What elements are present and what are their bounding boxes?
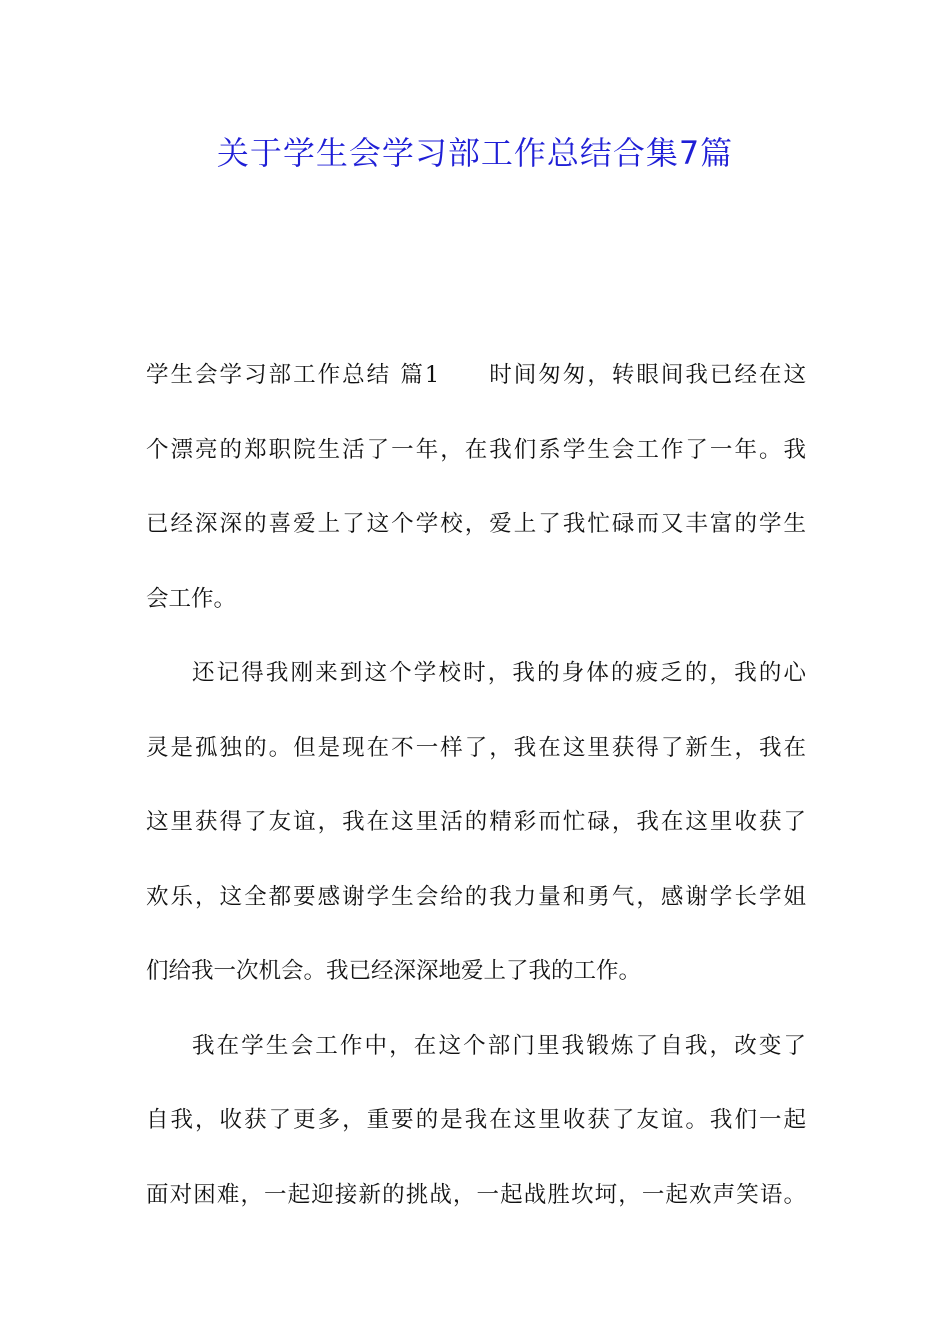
- paragraph-line: [146, 338, 806, 413]
- paragraph-line: 欢乐，这全都要感谢学生会给的我力量和勇气，感谢学长学姐: [146, 883, 806, 910]
- paragraph-line: 灵是孤独的。但是现在不一样了，我在这里获得了新生，我在: [146, 734, 806, 761]
- paragraph-line: 会工作。: [146, 585, 237, 612]
- paragraph-line: 们给我一次机会。我已经深深地爱上了我的工作。: [146, 958, 642, 984]
- paragraph-line: 已经深深的喜爱上了这个学校，爱上了我忙碌而又丰富的学生: [146, 511, 806, 537]
- document-title: 关于学生会学习部工作总结合集7篇: [216, 134, 734, 172]
- section-label: 学生会学习部工作总结 篇1: [146, 362, 440, 388]
- paragraph-line: 面对困难，一起迎接新的挑战，一起战胜坎坷，一起欢声笑语。: [146, 1181, 806, 1208]
- paragraph-line: 个漂亮的郑职院生活了一年，在我们系学生会工作了一年。我: [146, 436, 806, 463]
- paragraph-line: 这里获得了友谊，我在这里活的精彩而忙碌，我在这里收获了: [146, 809, 806, 835]
- paragraph-line: 还记得我刚来到这个学校时，我的身体的疲乏的，我的心: [192, 660, 806, 686]
- document-body: [146, 338, 806, 1232]
- paragraph-line: 我在学生会工作中，在这个部门里我锻炼了自我，改变了: [192, 1032, 806, 1059]
- paragraph-text: 时间匆匆，转眼间我已经在这: [487, 362, 806, 388]
- paragraph-line: 自我，收获了更多，重要的是我在这里收获了友谊。我们一起: [146, 1107, 806, 1133]
